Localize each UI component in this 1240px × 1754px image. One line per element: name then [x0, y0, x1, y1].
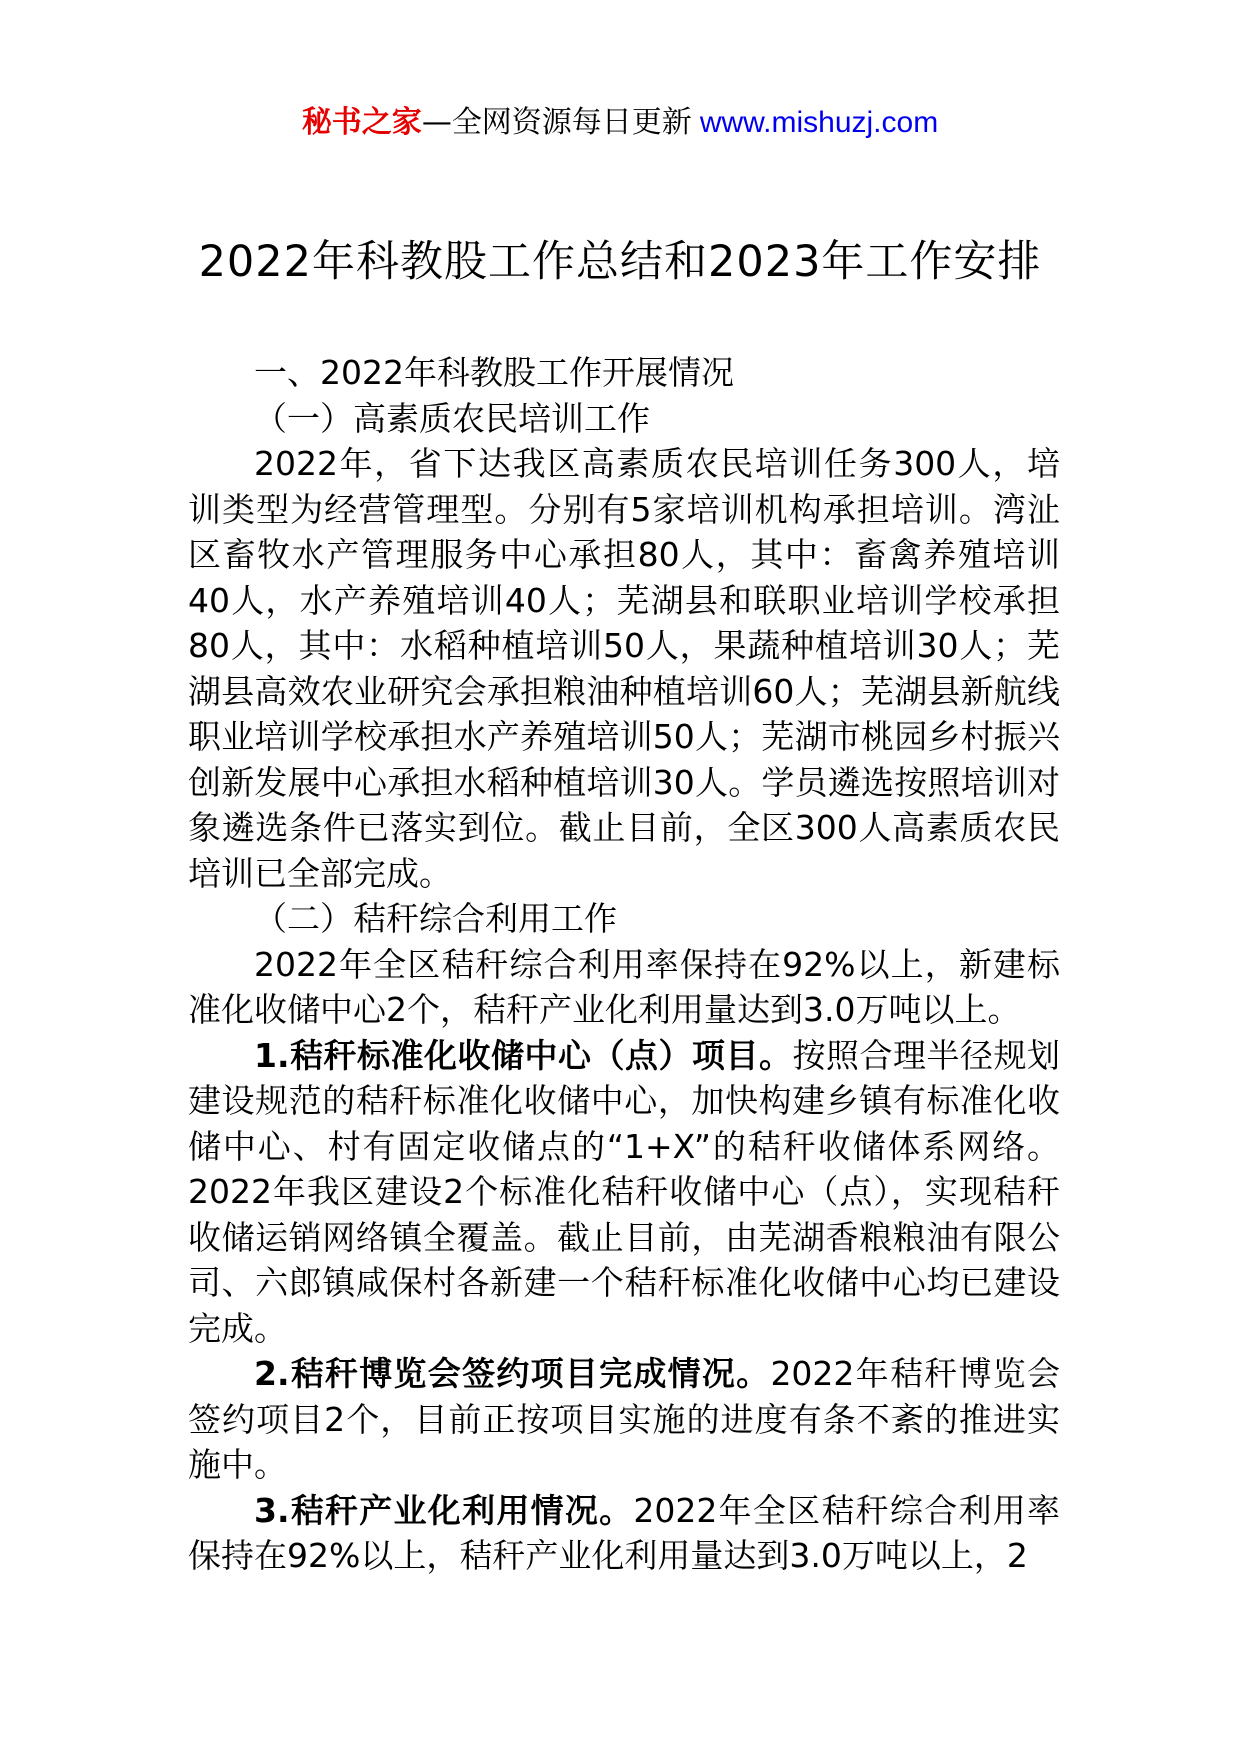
header-tagline: —全网资源每日更新: [421, 105, 692, 140]
item-text: 2022年秸秆博览会签约项目2个，目前正按项目实施的进度有条不紊的推进实施中。: [188, 1354, 1060, 1484]
item-lead: 2.秸秆博览会签约项目完成情况。: [254, 1354, 771, 1393]
section-heading: 一、2022年科教股工作开展情况: [254, 353, 734, 392]
item-lead: 3.秸秆产业化利用情况。: [254, 1490, 634, 1530]
paragraph: [188, 1351, 1060, 1488]
site-url-link[interactable]: www.mishuzj.com: [699, 106, 939, 139]
subsection-heading: （二）秸秆综合利用工作: [254, 899, 617, 938]
site-header: [0, 100, 1240, 146]
document-title: 2022年科教股工作总结和2023年工作安排: [198, 237, 1042, 287]
subsection-heading: （一）高素质农民培训工作: [254, 398, 650, 438]
item-text: 按照合理半径规划建设规范的秸秆标准化收储中心，加快构建乡镇有标准化收储中心、村有固定收储点的“1+X”的秸秆收储体系网络。2022年我区建设2个标准化秸秆收储中心（点），实现秸秆收储运销网络镇全覆盖。截止目前，由芜湖香粮粮油有限公司、六郎镇咸保村各新建一个秸秆标准化收储中心均已建设完成。: [188, 1035, 1060, 1348]
item-text: 2022年全区秸秆综合利用率保持在92%以上，秸秆产业化利用量达到3.0万吨以上，2: [188, 1490, 1060, 1575]
document-body: [188, 350, 1060, 1579]
brand-name: 秘书之家: [301, 105, 422, 140]
paragraph: [188, 1033, 1060, 1352]
paragraph: 2022年，省下达我区高素质农民培训任务300人，培训类型为经营管理型。分别有5家培训机构承担培训。湾沚区畜牧水产管理服务中心承担80人，其中：畜禽养殖培训40人，水产养殖培训40人；芜湖县和联职业培训学校承担80人，其中：水稻种植培训50人，果蔬种植培训30人；芜湖县高效农业研究会承担粮油种植培训60人；芜湖县新航线职业培训学校承担水产养殖培训50人；芜湖市桃园乡村振兴创新发展中心承担水稻种植培训30人。学员遴选按照培训对象遴选条件已落实到位。截止目前，全区300人高素质农民培训已全部完成。: [188, 444, 1060, 893]
paragraph: [188, 1488, 1060, 1579]
item-lead: 1.秸秆标准化收储中心（点）项目。: [254, 1035, 793, 1075]
paragraph: 2022年全区秸秆综合利用率保持在92%以上，新建标准化收储中心2个，秸秆产业化利用量达到3.0万吨以上。: [188, 944, 1060, 1029]
